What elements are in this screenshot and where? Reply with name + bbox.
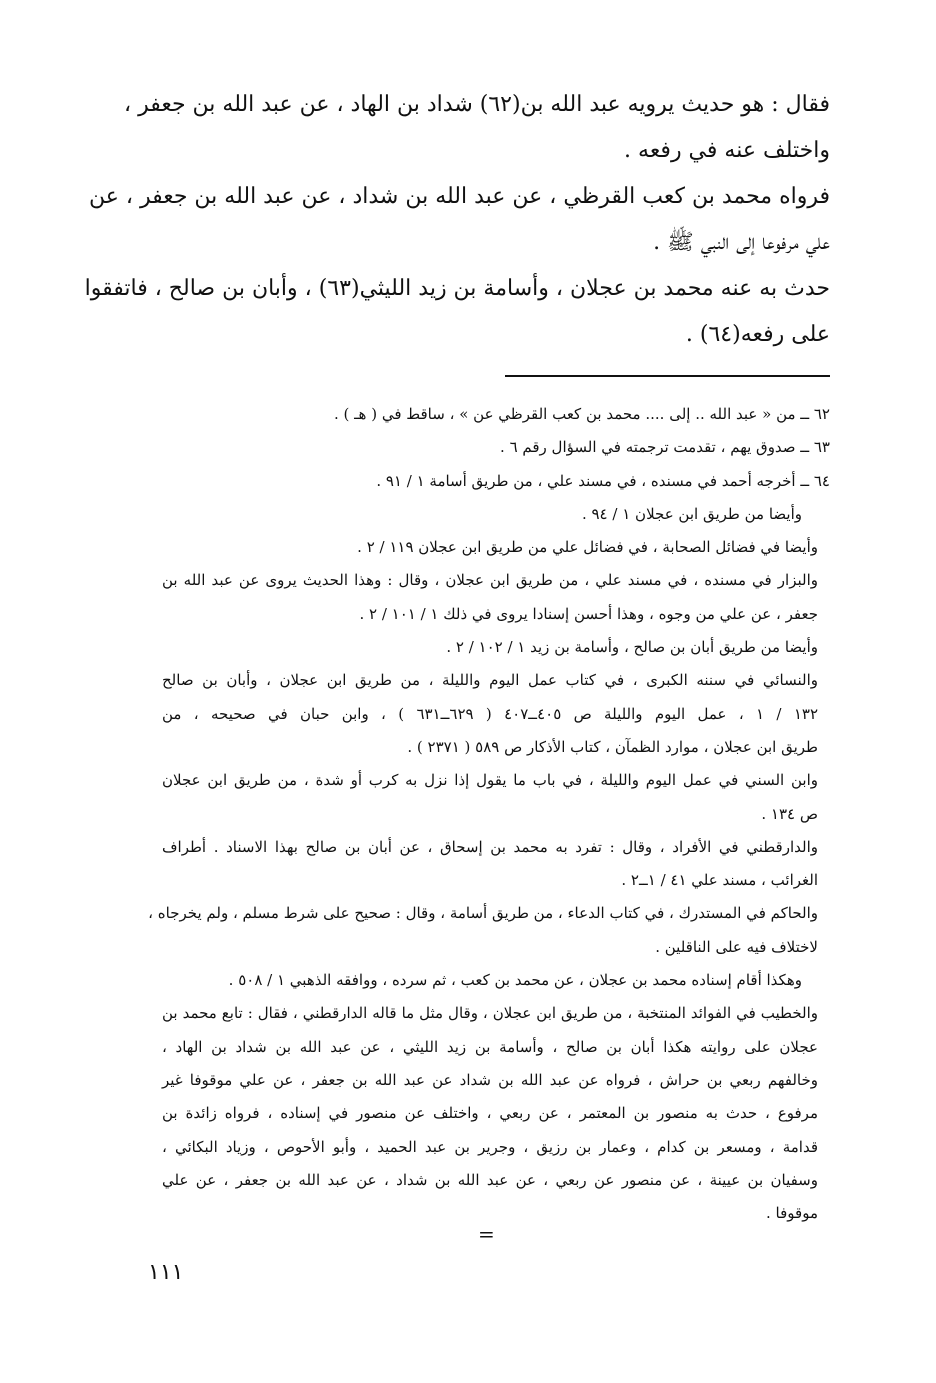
footnote-line: عجلان على روايته هكذا أبان بن صالح ، وأسامة بن زيد الليثي ، عن عبد الله بن شداد بن الهاد ، xyxy=(162,1037,818,1056)
footnote-line: وأيضا من طريق ابن عجلان ١ / ٩٤ . xyxy=(581,504,802,523)
footnote-line: وأيضا في فضائل الصحابة ، في فضائل علي من طريق ابن عجلان ١١٩ / ٢ . xyxy=(357,538,818,557)
footnote-line: والخطيب في الفوائد المنتخبة ، من طريق ابن عجلان ، وقال مثل ما قاله الدارقطني ، فقال : تابع محمد بن xyxy=(162,1004,818,1023)
continuation-mark: = xyxy=(478,1222,495,1246)
footnote-line: وأيضا من طريق أبان بن صالح ، وأسامة بن زيد ١ / ١٠٢ / ٢ . xyxy=(446,638,818,657)
page-number: ١١١ xyxy=(148,1260,184,1285)
footnote-line: ١٣٢ / ١ ، عمل اليوم والليلة ص ٤٠٥ــ٤٠٧ ( ٦٢٩ــ٦٣١ ) ، وابن حبان في صحيحه ، من xyxy=(162,704,818,723)
main-body-text xyxy=(84,82,830,358)
footnote-63: ٦٣ ــ صدوق يهم ، تقدمت ترجمته في السؤال رقم ٦ . xyxy=(500,438,830,457)
main-text-line: حدث به عنه محمد بن عجلان ، وأسامة بن زيد الليثي(٦٣) ، وأبان بن صالح ، فاتفقوا xyxy=(84,276,830,301)
footnote-line: مرفوع ، حدث به منصور بن المعتمر ، عن ربعي ، واختلف عن منصور في إسناده ، فرواه زائدة بن xyxy=(162,1104,818,1123)
footnote-line: وابن السني في عمل اليوم والليلة ، في باب ما يقول إذا نزل به كرب أو شدة ، من طريق ابن عجلان xyxy=(162,771,818,790)
main-text-line: فرواه محمد بن كعب القرظي ، عن عبد الله بن شداد ، عن عبد الله بن جعفر ، عن xyxy=(89,184,830,209)
footnote-line: طريق ابن عجلان ، موارد الظمآن ، كتاب الأذكار ص ٥٨٩ ( ٢٣٧١ ) . xyxy=(407,737,818,756)
footnote-line: وسفيان بن عيينة ، عن منصور عن ربعي ، عن عبد الله بن شداد ، عن عبد الله بن جعفر ، عن علي xyxy=(162,1170,818,1189)
footnote-62: ٦٢ ــ من « عبد الله .. إلى .... محمد بن كعب القرظي عن » ، ساقط في ( هـ ) . xyxy=(333,405,830,423)
footnote-line: موقوفا . xyxy=(766,1204,818,1223)
main-text-line: واختلف عنه في رفعه . xyxy=(624,138,830,163)
footnote-line: ص ١٣٤ . xyxy=(761,804,818,823)
footnote-line: جعفر ، عن علي من وجوه ، وهذا أحسن إسنادا يروى في ذلك ١ / ١٠١ / ٢ . xyxy=(359,604,818,623)
footnote-line: والبزار في مسنده ، في مسند علي ، من طريق ابن عجلان ، وقال : وهذا الحديث يروى عن عبد الله بن xyxy=(162,571,818,590)
footnote-line: والنسائي في سننه الكبرى ، في كتاب عمل اليوم والليلة ، من طريق ابن عجلان ، وأبان بن صالح xyxy=(162,671,818,690)
main-text-line: على رفعه(٦٤) . xyxy=(685,322,830,347)
footnote-line: قدامة ، ومسعر بن كدام ، وعمار بن رزيق ، وجرير بن عبد الحميد ، وأبو الأحوص ، وزياد البكائي ، xyxy=(162,1137,818,1156)
footnote-line: والدارقطني في الأفراد ، وقال : تفرد به محمد بن إسحاق ، عن أبان بن صالح بهذا الاسناد . أطراف xyxy=(162,837,818,856)
footnote-line: الغرائب ، مسند علي ٤١ / ١ــ٢ . xyxy=(621,871,818,890)
footnote-line: والحاكم في المستدرك ، في كتاب الدعاء ، من طريق أسامة ، وقال : صحيح على شرط مسلم ، ولم يخرجاه ، xyxy=(148,904,818,923)
footnote-line: وهكذا أقام إسناده محمد بن عجلان ، عن محمد بن كعب ، ثم سرده ، ووافقه الذهبي ١ / ٥٠٨ . xyxy=(228,971,802,990)
main-text-line: علي مرفوعا إلى النبي ﷺ . xyxy=(653,230,830,255)
footnote-line: لاختلاف فيه على الناقلين . xyxy=(655,937,818,956)
main-text-line: فقال : هو حديث يرويه عبد الله بن(٦٢) شداد بن الهاد ، عن عبد الله بن جعفر ، xyxy=(123,92,830,117)
footnote-line: وخالفهم ربعي بن حراش ، فرواه عن عبد الله بن شداد عن عبد الله بن جعفر ، عن علي موقوفا غير xyxy=(162,1070,818,1089)
footnote-64: ٦٤ ــ أخرجه أحمد في مسنده ، في مسند علي ، من طريق أسامة ١ / ٩١ . xyxy=(376,471,830,490)
footnotes xyxy=(148,398,830,1230)
footnote-separator xyxy=(505,375,830,377)
